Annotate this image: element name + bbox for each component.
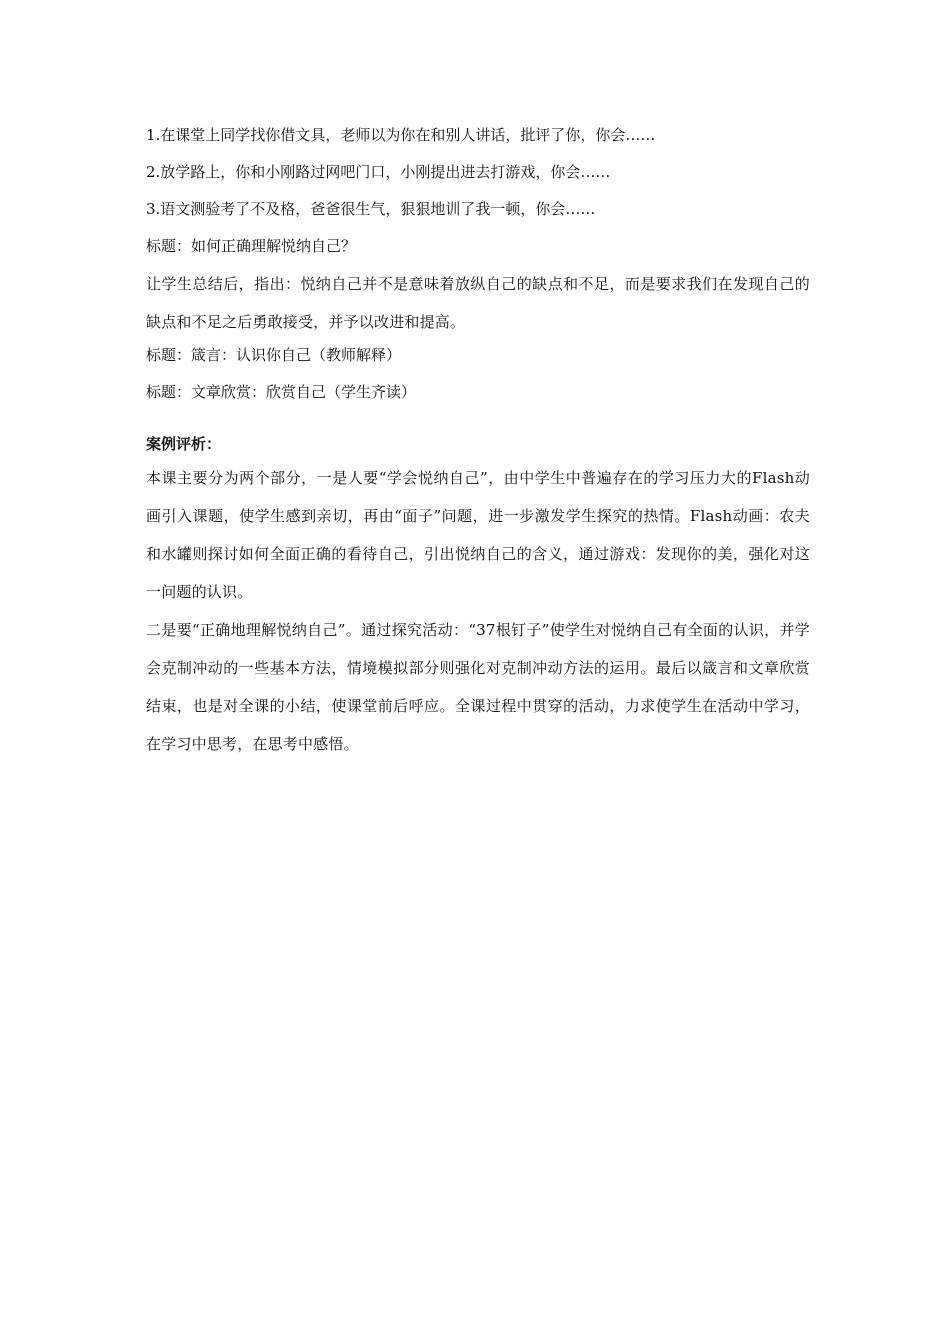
question-2: 2.放学路上，你和小刚路过网吧门口，小刚提出进去打游戏，你会…… xyxy=(146,163,611,181)
analysis-paragraph-1: 本课主要分为两个部分，一是人要“学会悦纳自己”，由中学生中普遍存在的学习压力大的Flash动画引入课题，使学生感到亲切，再由“面子”问题，进一步激发学生探究的热情。Flash动画：农夫和水罐则探讨如何全面正确的看待自己，引出悦纳自己的含义，通过游戏：发现你的美，强化对这一问题的认识。 xyxy=(146,469,810,601)
document-body xyxy=(146,124,810,763)
question-1: 1.在课堂上同学找你借文具，老师以为你在和别人讲话，批评了你，你会…… xyxy=(146,126,656,144)
analysis-paragraph-2: 二是要“正确地理解悦纳自己”。通过探究活动：“37根钉子”使学生对悦纳自己有全面的认识，并学会克制冲动的一些基本方法，情境模拟部分则强化对克制冲动方法的运用。最后以箴言和文章欣赏结束，也是对全课的小结，使课堂前后呼应。全课过程中贯穿的活动，力求使学生在活动中学习，在学习中思考，在思考中感悟。 xyxy=(146,621,810,753)
analysis-heading: 案例评析： xyxy=(146,435,222,453)
title-article-appreciation: 标题：文章欣赏：欣赏自己（学生齐读） xyxy=(146,383,417,401)
question-3: 3.语文测验考了不及格，爸爸很生气，狠狠地训了我一顿，你会…… xyxy=(146,200,596,218)
title-understanding: 标题：如何正确理解悦纳自己？ xyxy=(146,237,357,255)
summary-paragraph: 让学生总结后，指出：悦纳自己并不是意味着放纵自己的缺点和不足，而是要求我们在发现自己的缺点和不足之后勇敢接受，并予以改进和提高。 xyxy=(146,275,810,331)
title-motto: 标题：箴言：认识你自己（教师解释） xyxy=(146,346,402,364)
